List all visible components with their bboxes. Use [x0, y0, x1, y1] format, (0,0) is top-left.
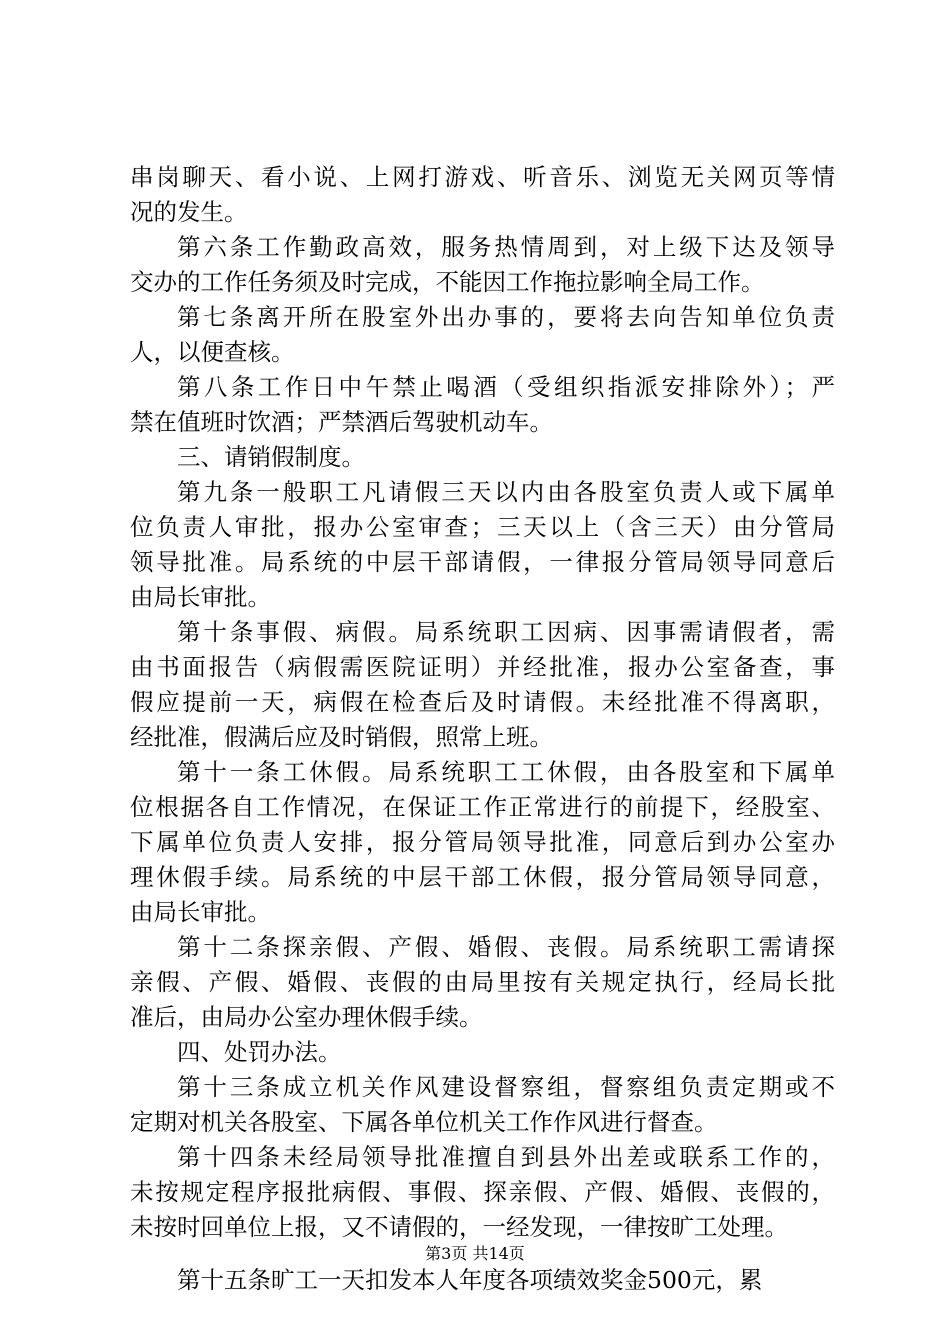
text-line: 三、请销假制度。	[177, 443, 365, 471]
text-line: 第十二条探亲假、产假、婚假、丧假。局系统职工需请探	[177, 933, 835, 961]
text-line: 人，以便查核。	[130, 338, 295, 366]
text-line: 第八条工作日中午禁止喝酒（受组织指派安排除外）；严	[177, 373, 835, 401]
text-line-final: 第十五条旷工一天扣发本人年度各项绩效奖金500元，累	[177, 1266, 763, 1294]
text-line: 下属单位负责人安排，报分管局领导批准，同意后到办公室办	[130, 828, 835, 856]
text-line: 第十一条工休假。局系统职工工休假，由各股室和下属单	[177, 758, 835, 786]
text-line: 况的发生。	[130, 198, 248, 226]
text-line: 四、处罚办法。	[177, 1038, 342, 1066]
text-line: 位根据各自工作情况，在保证工作正常进行的前提下，经股室、	[130, 793, 835, 821]
paragraph-lines	[130, 160, 835, 1245]
text-line: 由局长审批。	[130, 583, 271, 611]
text-line: 理休假手续。局系统的中层干部工休假，报分管局领导同意，	[130, 863, 835, 891]
text-line: 经批准，假满后应及时销假，照常上班。	[130, 723, 553, 751]
text-line: 第六条工作勤政高效，服务热情周到，对上级下达及领导	[177, 233, 835, 261]
text-line: 交办的工作任务须及时完成，不能因工作拖拉影响全局工作。	[130, 268, 765, 296]
text-line: 亲假、产假、婚假、丧假的由局里按有关规定执行，经局长批	[130, 968, 835, 996]
text-line: 准后，由局办公室办理休假手续。	[130, 1003, 483, 1031]
text-line: 假应提前一天，病假在检查后及时请假。未经批准不得离职，	[130, 688, 835, 716]
text-line: 第十条事假、病假。局系统职工因病、因事需请假者，需	[177, 618, 835, 646]
text-line: 由书面报告（病假需医院证明）并经批准，报办公室备查，事	[130, 653, 835, 681]
text-line: 由局长审批。	[130, 898, 271, 926]
text-line: 第七条离开所在股室外出办事的，要将去向告知单位负责	[177, 303, 835, 331]
text-line: 第十三条成立机关作风建设督察组，督察组负责定期或不	[177, 1073, 835, 1101]
text-line: 未按时回单位上报，又不请假的，一经发现，一律按旷工处理。	[130, 1213, 788, 1241]
text-line: 领导批准。局系统的中层干部请假，一律报分管局领导同意后	[130, 548, 835, 576]
text-line: 第十四条未经局领导批准擅自到县外出差或联系工作的，	[177, 1143, 835, 1171]
text-line: 禁在值班时饮酒；严禁酒后驾驶机动车。	[130, 408, 553, 436]
text-line: 第九条一般职工凡请假三天以内由各股室负责人或下属单	[177, 478, 835, 506]
text-line: 串岗聊天、看小说、上网打游戏、听音乐、浏览无关网页等情	[130, 163, 835, 191]
document-body	[130, 160, 835, 1298]
text-line: 定期对机关各股室、下属各单位机关工作作风进行督查。	[130, 1108, 718, 1136]
page-footer: 第3页 共14页	[425, 1244, 525, 1263]
text-line: 位负责人审批，报办公室审查；三天以上（含三天）由分管局	[130, 513, 835, 541]
text-line: 未按规定程序报批病假、事假、探亲假、产假、婚假、丧假的，	[130, 1178, 835, 1206]
